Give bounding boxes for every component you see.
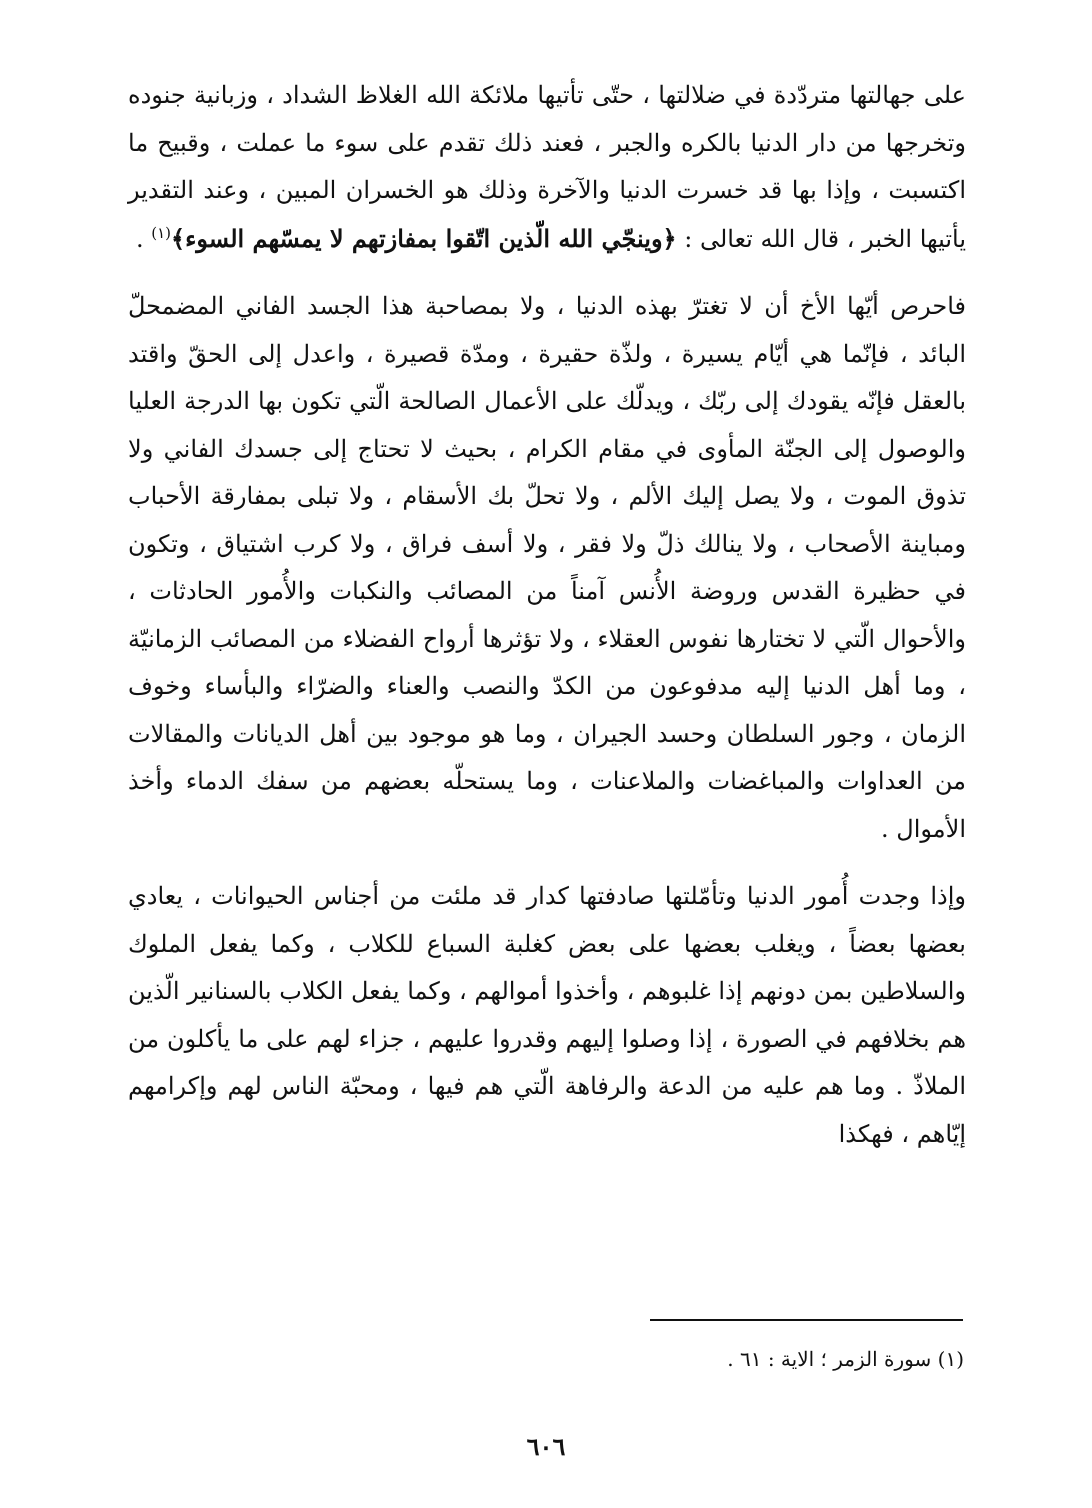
quran-verse: ﴿وينجّي الله الّذين اتّقوا بمفازتهم لا يمسّهم السوء﴾ bbox=[171, 223, 677, 253]
main-text bbox=[128, 72, 966, 1158]
footnote: (١) سورة الزمر ؛ الاية : ٦١ . bbox=[727, 1347, 964, 1371]
footnote-divider bbox=[650, 1319, 963, 1321]
paragraph-1-end: . bbox=[135, 224, 152, 253]
page-number: ٦٠٦ bbox=[526, 1432, 566, 1461]
paragraph-3: وإذا وجدت أُمور الدنيا وتأمّلتها صادفتها كدار قد ملئت من أجناس الحيوانات ، يعادي بعضها بعضاً ، ويغلب بعضها على بعض كغلبة السباع للكلاب ، وكما يفعل الملوك والسلاطين بمن دونهم إذا غلبوهم ، وأخذوا أموالهم ، وكما يفعل الكلاب بالسنانير الّذين هم بخلافهم في الصورة ، إذا وصلوا إليهم وقدروا عليهم ، جزاء لهم على ما يأكلون من الملاذّ . وما هم عليه من الدعة والرفاهة الّتي هم فيها ، ومحبّة الناس لهم وإكرامهم إيّاهم ، فهكذا bbox=[128, 882, 966, 1148]
paragraph-1 bbox=[128, 72, 966, 263]
paragraph-1-text: على جهالتها متردّدة في ضلالتها ، حتّى تأتيها ملائكة الله الغلاظ الشداد ، وزبانية جنوده وتخرجها من دار الدنيا بالكره والجبر ، فعند ذلك تقدم على سوء ما عملت ، وقبيح ما اكتسبت ، وإذا بها قد خسرت الدنيا والآخرة وذلك هو الخسران المبين ، وعند التقدير يأتيها الخبر ، قال الله تعالى : bbox=[128, 81, 966, 253]
paragraph-2: فاحرص أيّها الأخ أن لا تغترّ بهذه الدنيا ، ولا بمصاحبة هذا الجسد الفاني المضمحلّ البائد ، فإنّما هي أيّام يسيرة ، ولذّة حقيرة ، ومدّة قصيرة ، واعدل إلى الحقّ واقتد بالعقل فإنّه يقودك إلى ربّك ، ويدلّك على الأعمال الصالحة الّتي تكون بها الدرجة العليا والوصول إلى الجنّة المأوى في مقام الكرام ، بحيث لا تحتاج إلى جسدك الفاني ولا تذوق الموت ، ولا يصل إليك الألم ، ولا تحلّ بك الأسقام ، ولا تبلى بمفارقة الأحباب ومباينة الأصحاب ، ولا ينالك ذلّ ولا فقر ، ولا أسف فراق ، ولا كرب اشتياق ، وتكون في حظيرة القدس وروضة الأُنس آمناً من المصائب والنكبات والأُمور الحادثات ، والأحوال الّتي لا تختارها نفوس العقلاء ، ولا تؤثرها أرواح الفضلاء من المصائب الزمانيّة ، وما أهل الدنيا إليه مدفوعون من الكدّ والنصب والعناء والضرّاء والبأساء وخوف الزمان ، وجور السلطان وحسد الجيران ، وما هو موجود بين أهل الديانات والمقالات من العداوات والمباغضات والملاعنات ، وما يستحلّه بعضهم من سفك الدماء وأخذ الأموال . bbox=[128, 292, 966, 843]
footnote-reference: (١) bbox=[151, 223, 172, 242]
